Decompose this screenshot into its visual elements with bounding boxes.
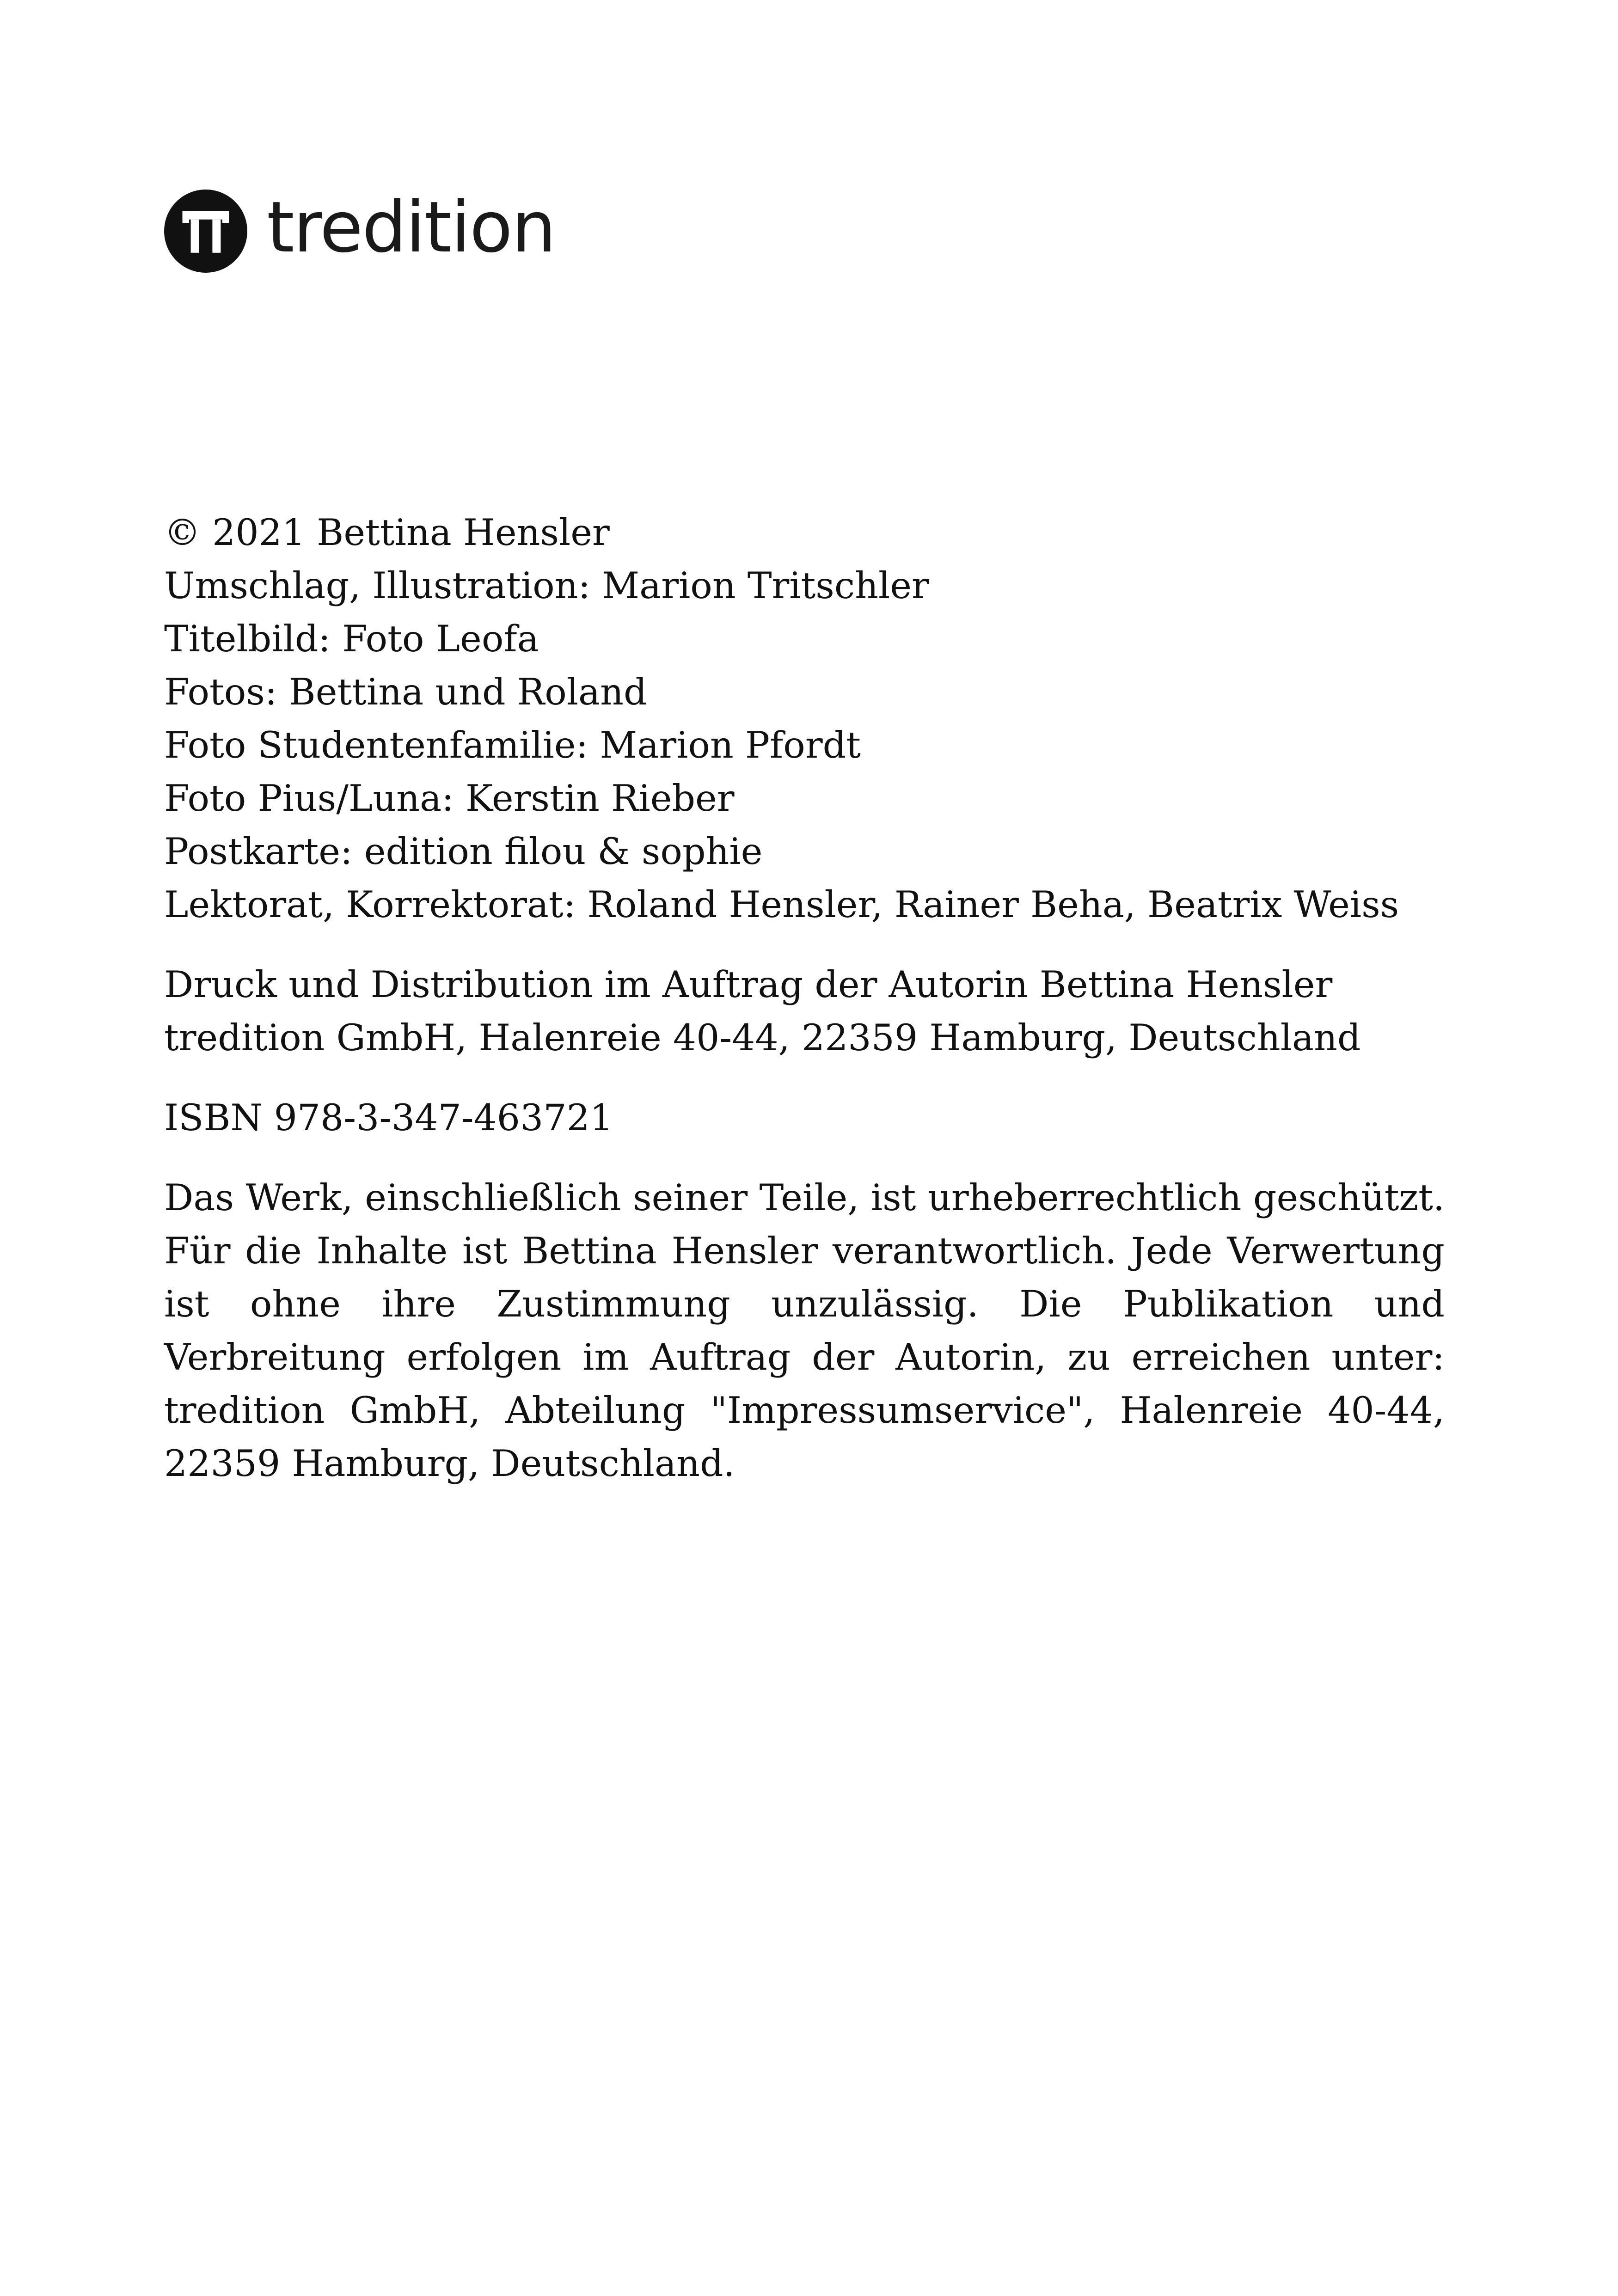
imprint-content — [164, 506, 1445, 1527]
isbn-text: ISBN 978-3-347-463721 — [164, 1096, 613, 1139]
credit-line-editing: Lektorat, Korrektorat: Roland Hensler, Rainer Beha, Beatrix Weiss — [164, 883, 1399, 926]
credit-line-title-image: Titelbild: Foto Leofa — [164, 618, 539, 660]
credit-line-student-family-photo: Foto Studentenfamilie: Marion Pfordt — [164, 724, 861, 766]
credit-line-pius-luna-photo: Foto Pius/Luna: Kerstin Rieber — [164, 777, 735, 820]
credit-line-photos: Fotos: Bettina und Roland — [164, 671, 647, 713]
logo-brand-text: tredition — [267, 186, 556, 268]
credit-line-postcard: Postkarte: edition filou & sophie — [164, 830, 763, 873]
legal-notice: Das Werk, einschließlich seiner Teile, ist urheberrechtlich geschützt. Für die Inhalte ist Bettina Hensler verantwortlich. Jede Verwertung ist ohne ihre Zustimmung unzulässig. Die Publikation und Verbreitung erfolgen im Auftrag der Autorin, zu erreichen unter: tredition GmbH, Abteilung "Impressumservice", Halenreie 40-44, 22359 Hamburg, Deutschland. — [164, 1176, 1445, 1485]
credit-line-cover: Umschlag, Illustration: Marion Tritschler — [164, 564, 929, 607]
publisher-line-print: Druck und Distribution im Auftrag der Autorin Bettina Hensler — [164, 963, 1333, 1006]
tredition-logo-icon — [164, 190, 247, 273]
credits-block — [164, 506, 1445, 931]
isbn-block — [164, 1091, 1445, 1145]
publisher-line-address: tredition GmbH, Halenreie 40-44, 22359 Hamburg, Deutschland — [164, 1016, 1361, 1059]
copyright-line: © 2021 Bettina Hensler — [164, 511, 610, 554]
publisher-logo — [164, 187, 555, 275]
publisher-block — [164, 958, 1445, 1065]
